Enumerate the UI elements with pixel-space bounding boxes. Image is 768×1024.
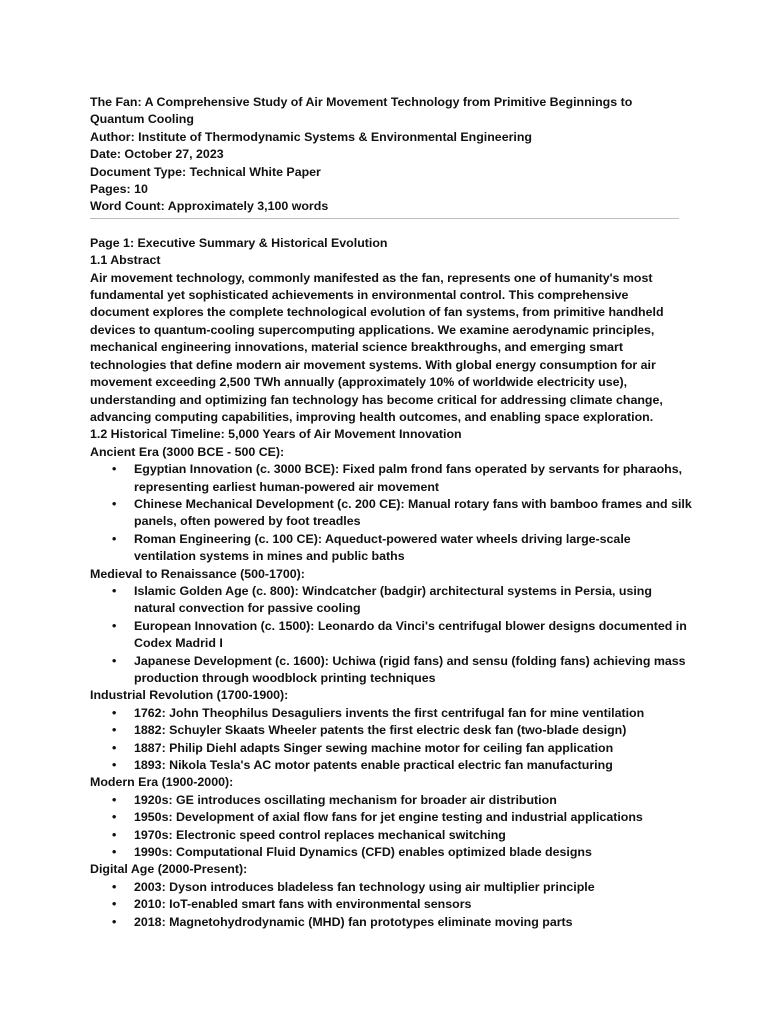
list-item-text: Roman Engineering (c. 100 CE): Aqueduct-powered water wheels driving large-scale ventilation systems in mines and public baths xyxy=(134,531,631,564)
bullet-icon: • xyxy=(112,897,117,912)
list-item xyxy=(112,740,694,757)
list-item-text: 1762: John Theophilus Desaguliers invents the first centrifugal fan for mine ventilation xyxy=(134,705,645,720)
list-item-text: Islamic Golden Age (c. 800): Windcatcher (badgir) architectural systems in Persia, using natural convection for passive cooling xyxy=(134,583,652,616)
list-item xyxy=(112,618,694,653)
bullet-icon: • xyxy=(112,531,117,546)
list-item-text: 1893: Nikola Tesla's AC motor patents enable practical electric fan manufacturing xyxy=(134,758,613,773)
bullet-icon: • xyxy=(112,583,117,598)
bullet-icon: • xyxy=(112,810,117,825)
list-item-text: Egyptian Innovation (c. 3000 BCE): Fixed palm frond fans operated by servants for pharaohs, representing earliest human-powered air movement xyxy=(134,462,683,494)
era-modern xyxy=(90,774,698,861)
list-item xyxy=(112,722,694,739)
bullet-icon: • xyxy=(112,827,117,842)
header-divider xyxy=(90,218,679,219)
list-item-text: European Innovation (c. 1500): Leonardo da Vinci's centrifugal blower designs documented in Codex Madrid I xyxy=(134,618,687,651)
list-item xyxy=(112,896,694,913)
list-item xyxy=(112,653,694,688)
list-item-text: 2018: Magnetohydrodynamic (MHD) fan prototypes eliminate moving parts xyxy=(134,914,573,929)
era-title: Ancient Era (3000 BCE - 500 CE): xyxy=(90,444,285,459)
abstract-paragraph: Air movement technology, commonly manifested as the fan, represents one of humanity's most fundamental yet sophisticated achievements in environmental control. This comprehensive document explores the complete technological evolution of fan systems, from primitive handheld devices to quantum-cooling supercomputing applications. We examine aerodynamic principles, mechanical engineering innovations, material science breakthroughs, and emerging smart technologies that define modern air movement systems. With global energy consumption for air movement exceeding 2,500 TWh annually (approximately 10% of worldwide electricity use), understanding and optimizing fan technology has become critical for addressing climate change, advancing computing capabilities, improving health outcomes, and enabling space exploration. xyxy=(90,270,664,424)
bullet-icon: • xyxy=(112,705,117,720)
list-item-text: 1970s: Electronic speed control replaces mechanical switching xyxy=(134,827,506,842)
bullet-icon: • xyxy=(112,462,117,477)
bullet-icon: • xyxy=(112,496,117,511)
list-item xyxy=(112,827,694,844)
bullet-icon: • xyxy=(112,723,117,738)
document-date: Date: October 27, 2023 xyxy=(90,147,224,162)
era-ancient xyxy=(90,444,698,566)
bullet-icon: • xyxy=(112,792,117,807)
bullet-icon: • xyxy=(112,740,117,755)
abstract-heading: 1.1 Abstract xyxy=(90,253,161,268)
era-title: Digital Age (2000-Present): xyxy=(90,862,248,877)
list-item-text: Chinese Mechanical Development (c. 200 CE): Manual rotary fans with bamboo frames and silk panels, often powered by foot treadles xyxy=(134,496,692,529)
bullet-icon: • xyxy=(112,758,117,773)
list-item-text: Japanese Development (c. 1600): Uchiwa (rigid fans) and sensu (folding fans) achieving mass production through woodblock printing techniques xyxy=(134,653,686,685)
list-item-text: 1887: Philip Diehl adapts Singer sewing machine motor for ceiling fan application xyxy=(134,740,614,755)
era-list xyxy=(90,879,698,931)
list-item xyxy=(112,531,694,566)
document-type: Document Type: Technical White Paper xyxy=(90,164,321,179)
era-title: Medieval to Renaissance (500-1700): xyxy=(90,566,305,581)
list-item xyxy=(112,914,694,931)
era-list xyxy=(90,705,698,775)
era-title: Modern Era (1900-2000): xyxy=(90,775,234,790)
document-author: Author: Institute of Thermodynamic Systems & Environmental Engineering xyxy=(90,129,532,144)
era-list xyxy=(90,461,698,565)
list-item xyxy=(112,705,694,722)
list-item xyxy=(112,792,694,809)
document-title: The Fan: A Comprehensive Study of Air Movement Technology from Primitive Beginnings to Quantum Cooling xyxy=(90,95,633,127)
bullet-icon: • xyxy=(112,845,117,860)
page-heading: Page 1: Executive Summary & Historical Evolution xyxy=(90,235,388,250)
bullet-icon: • xyxy=(112,914,117,929)
list-item-text: 1920s: GE introduces oscillating mechanism for broader air distribution xyxy=(134,792,557,807)
list-item-text: 1950s: Development of axial flow fans for jet engine testing and industrial applications xyxy=(134,810,643,825)
list-item xyxy=(112,809,694,826)
list-item-text: 1990s: Computational Fluid Dynamics (CFD) enables optimized blade designs xyxy=(134,845,592,860)
list-item xyxy=(112,879,694,896)
timeline-heading: 1.2 Historical Timeline: 5,000 Years of Air Movement Innovation xyxy=(90,427,462,442)
list-item-text: 1882: Schuyler Skaats Wheeler patents the first electric desk fan (two-blade design) xyxy=(134,723,627,738)
list-item xyxy=(112,461,694,496)
list-item xyxy=(112,844,694,861)
era-list xyxy=(90,583,698,687)
list-item xyxy=(112,757,694,774)
document-header xyxy=(90,94,698,216)
bullet-icon: • xyxy=(112,653,117,668)
bullet-icon: • xyxy=(112,618,117,633)
bullet-icon: • xyxy=(112,879,117,894)
era-list xyxy=(90,792,698,862)
era-digital xyxy=(90,861,698,931)
document-word-count: Word Count: Approximately 3,100 words xyxy=(90,199,329,214)
list-item xyxy=(112,496,694,531)
era-title: Industrial Revolution (1700-1900): xyxy=(90,688,289,703)
list-item-text: 2010: IoT-enabled smart fans with environmental sensors xyxy=(134,897,472,912)
list-item-text: 2003: Dyson introduces bladeless fan technology using air multiplier principle xyxy=(134,879,595,894)
document-pages: Pages: 10 xyxy=(90,182,148,197)
list-item xyxy=(112,583,694,618)
era-medieval xyxy=(90,566,698,688)
era-industrial xyxy=(90,687,698,774)
